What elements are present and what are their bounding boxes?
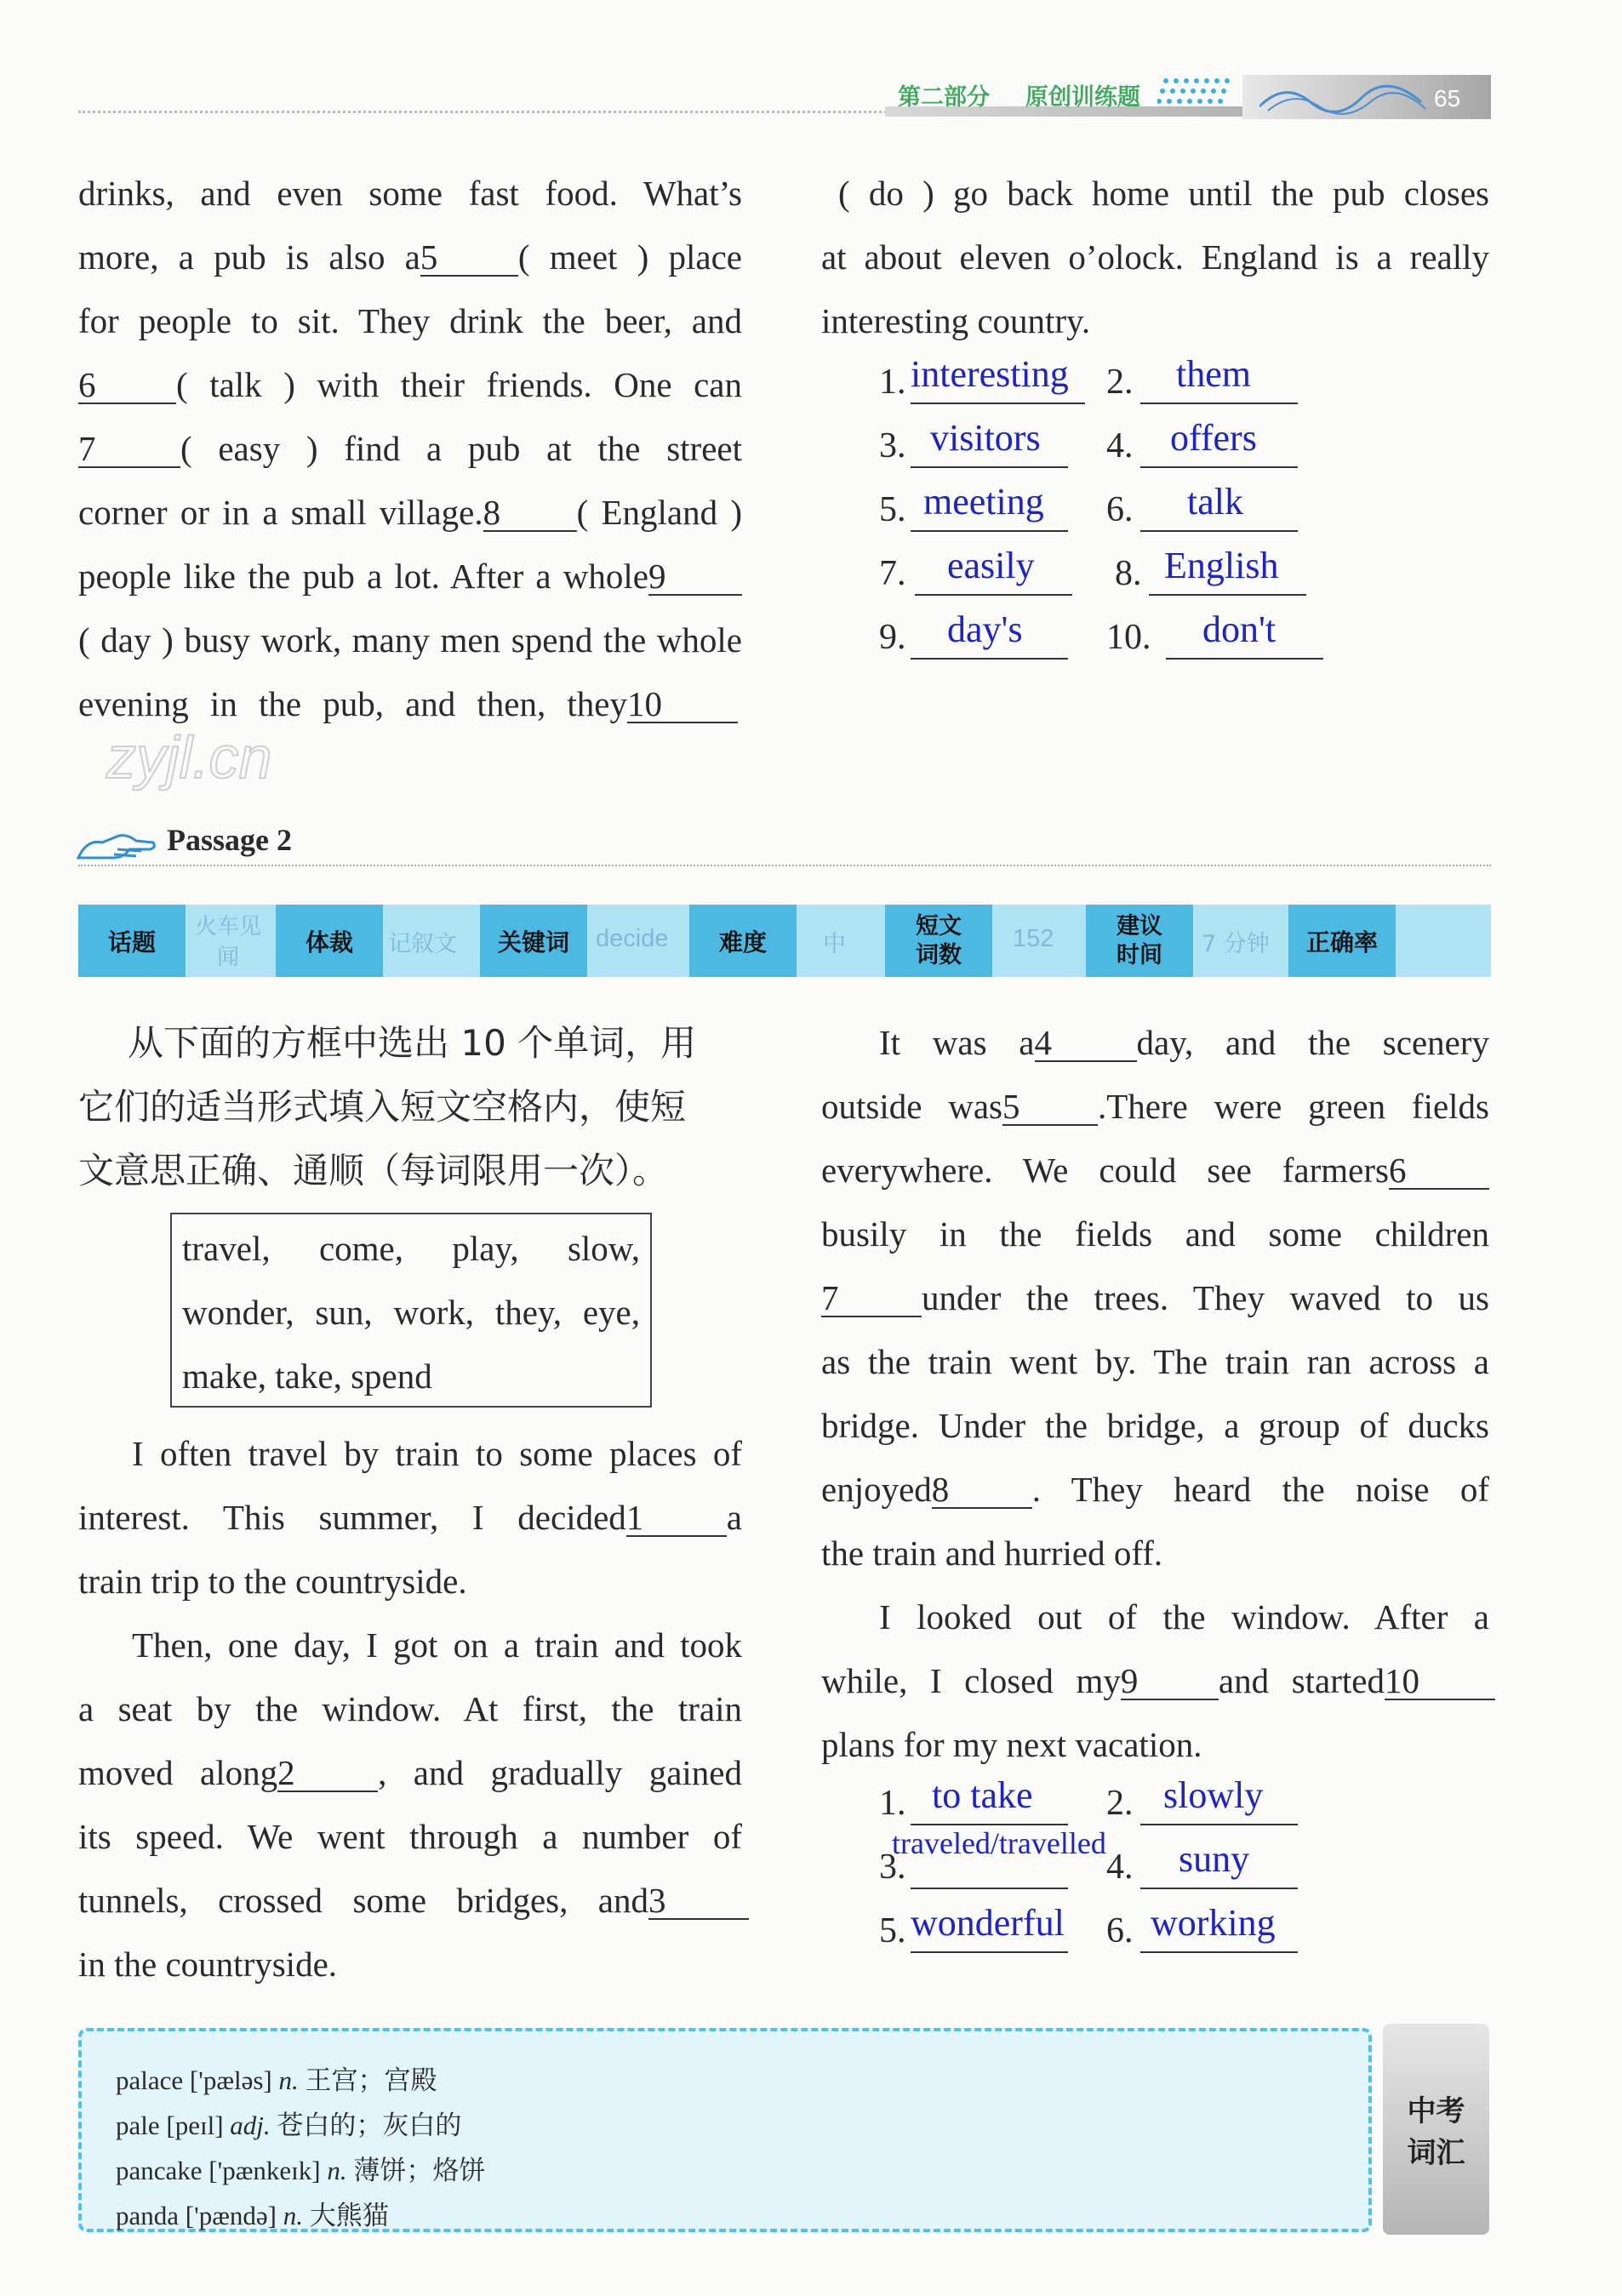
answer-text: don't	[1202, 608, 1276, 650]
text: while, I closed my	[821, 1661, 1121, 1700]
answer-text: day's	[947, 608, 1023, 650]
vocab-ipa: ['pænkeɪk]	[208, 2156, 321, 2185]
text-line	[78, 559, 742, 596]
text-line: ( do ) go back home until the pub closes	[838, 174, 1489, 213]
text: ( day ) busy work, many men spend the whole	[78, 620, 742, 660]
text-line	[78, 620, 742, 660]
info-value	[1404, 922, 1485, 960]
header-rule	[78, 111, 912, 113]
text-line: at about eleven o’olock. England is a really	[821, 237, 1489, 277]
answer-line	[1140, 1824, 1298, 1825]
answer-text: English	[1164, 545, 1279, 586]
text: Then, one day, I got on a train and took	[132, 1625, 742, 1665]
vocab-pos: n.	[327, 2156, 347, 2185]
answer-number: 5.	[879, 1911, 906, 1950]
text-line	[821, 1408, 1489, 1443]
text: enjoyed	[821, 1470, 932, 1509]
vocab-pos: n.	[278, 2065, 299, 2095]
text: ( meet ) place	[517, 237, 742, 277]
answer-text: talk	[1187, 481, 1243, 523]
vocab-meaning: 王宫；宫殿	[305, 2065, 437, 2096]
answer-line	[1140, 1888, 1298, 1889]
vocab-ipa: ['pæləs]	[189, 2065, 272, 2095]
word-box	[170, 1213, 652, 1408]
text-line	[78, 176, 742, 211]
text-line	[78, 1689, 742, 1728]
answer-number: 1.	[879, 1784, 906, 1823]
answer-line	[911, 530, 1068, 532]
text: the train and hurried off.	[821, 1534, 1163, 1573]
vocab-tab-line: 词汇	[1407, 2136, 1465, 2170]
answer-line	[1166, 658, 1323, 660]
answer-line	[1140, 530, 1298, 532]
blank: 9	[1121, 1664, 1219, 1700]
text-line	[78, 1883, 749, 1920]
answer-text: traveled/travelled	[892, 1826, 1106, 1860]
vocab-entry	[116, 2104, 461, 2142]
text: more, a pub is also a	[78, 237, 420, 277]
text-line	[821, 1153, 1489, 1190]
text: interest. This summer, I decided	[78, 1498, 626, 1537]
blank: 7	[821, 1281, 922, 1317]
text: ( easy ) find a pub at the street	[180, 429, 742, 468]
blank: 6	[1389, 1153, 1489, 1190]
answer-number: 2.	[1106, 363, 1134, 402]
blank: 2	[277, 1756, 378, 1792]
answer-number: 7.	[879, 554, 906, 593]
answer-text: slowly	[1163, 1774, 1264, 1816]
text: I often travel by train to some places of	[132, 1434, 742, 1473]
instruction-line: 文意思正确、通顺（每词限用一次）。	[78, 1150, 669, 1191]
text-line	[78, 237, 742, 277]
answer-text: wonderful	[911, 1902, 1065, 1944]
answer-line	[911, 1888, 1068, 1889]
blank: 10	[627, 687, 738, 723]
wave-decoration-icon	[1259, 77, 1430, 115]
instruction-line: 从下面的方框中选出 10 个单词，用	[128, 1022, 697, 1064]
blank: 8	[483, 495, 577, 532]
answer-line	[915, 594, 1072, 596]
answer-number: 6.	[1106, 490, 1134, 529]
vocab-word: pancake	[116, 2156, 203, 2185]
answer-number: 2.	[1106, 1784, 1134, 1823]
info-label: 话题	[78, 905, 186, 977]
text: for people to sit. They drink the beer, and	[78, 301, 742, 340]
text: busily in the fields and some children	[821, 1214, 1489, 1254]
text-line	[78, 1819, 742, 1854]
answer-line	[911, 658, 1068, 660]
answer-text: suny	[1179, 1838, 1250, 1880]
answer-number: 9.	[879, 618, 906, 657]
text-line	[821, 1472, 1489, 1509]
blank: 1	[626, 1500, 727, 1537]
answer-text: to take	[932, 1774, 1033, 1816]
text-line	[78, 1753, 742, 1792]
vocab-tab	[1383, 2024, 1489, 2235]
vocab-ipa: ['pændə]	[185, 2201, 277, 2230]
vocab-tab-line: 中考	[1407, 2094, 1465, 2128]
word-box-line: wonder, sun, work, they, eye,	[182, 1293, 640, 1332]
watermark: zyjl.cn	[106, 724, 272, 791]
text: and started	[1218, 1661, 1385, 1700]
vocab-pos: n.	[283, 2201, 303, 2230]
answer-number: 3.	[879, 1848, 906, 1887]
answer-text: interesting	[911, 353, 1069, 395]
text-line	[78, 1947, 337, 1982]
info-label: 短文词数	[885, 905, 992, 977]
answer-line	[911, 1951, 1068, 1953]
answer-number: 8.	[1115, 554, 1142, 593]
header-dots-decoration	[1157, 72, 1251, 111]
answer-text: them	[1176, 353, 1251, 395]
vocab-entry	[116, 2149, 485, 2187]
vocab-meaning: 大熊猫	[309, 2201, 389, 2231]
text: corner or in a small village.	[78, 493, 483, 532]
answer-number: 4.	[1106, 1848, 1134, 1887]
answer-line	[1140, 1951, 1298, 1953]
text: plans for my next vacation.	[821, 1725, 1202, 1764]
text-line	[78, 684, 738, 723]
text: tunnels, crossed some bridges, and	[78, 1881, 648, 1920]
info-value: 152	[1013, 925, 1054, 952]
passage-title: Passage 2	[167, 823, 292, 857]
answer-text: offers	[1170, 417, 1257, 459]
vocab-ipa: [peɪl]	[166, 2110, 224, 2140]
answer-text: visitors	[930, 417, 1041, 459]
text-line	[78, 1500, 742, 1537]
text-line	[821, 1536, 1162, 1571]
answer-line	[911, 403, 1085, 404]
info-value: 7 分钟	[1202, 931, 1270, 957]
text: train trip to the countryside.	[78, 1562, 467, 1601]
text: day, and the scenery	[1136, 1023, 1489, 1062]
header-section: 第二部分	[898, 84, 990, 111]
word-box-line: travel, come, play, slow,	[182, 1229, 640, 1268]
answer-number: 1.	[879, 363, 906, 402]
vocab-entry	[116, 2059, 437, 2097]
text: I looked out of the window. After a	[879, 1597, 1489, 1636]
info-value: 中	[823, 931, 846, 957]
text: a seat by the window. At first, the train	[78, 1689, 742, 1728]
answer-number: 3.	[879, 426, 906, 465]
text: ( England )	[576, 493, 742, 532]
blank: 6	[78, 368, 176, 404]
text: everywhere. We could see farmers	[821, 1151, 1389, 1190]
vocab-word: palace	[116, 2065, 184, 2095]
blank: 3	[648, 1883, 749, 1920]
text-line	[821, 1214, 1489, 1254]
blank: 9	[648, 559, 742, 596]
vocab-box	[78, 2028, 1372, 2232]
instruction-line: 它们的适当形式填入短文空格内，使短	[78, 1086, 687, 1128]
answer-number: 4.	[1106, 426, 1134, 465]
text: in the countryside.	[78, 1945, 338, 1984]
text-line	[78, 431, 742, 468]
answer-text: working	[1151, 1902, 1276, 1944]
blank: 4	[1035, 1025, 1137, 1062]
info-bar	[78, 905, 1491, 977]
text: its speed. We went through a number of	[78, 1817, 742, 1856]
blank: 5	[1002, 1089, 1098, 1126]
answer-line	[1140, 466, 1298, 468]
text: as the train went by. The train ran across a	[821, 1342, 1489, 1381]
header-subsection: 原创训练题	[1025, 84, 1140, 111]
info-label: 难度	[689, 905, 797, 977]
text-line	[821, 1342, 1489, 1381]
answer-line	[1149, 594, 1306, 596]
info-value: decide	[596, 925, 669, 952]
text-line	[78, 1564, 467, 1599]
info-label: 建议时间	[1086, 905, 1193, 977]
word-box-line: make, take, spend	[182, 1356, 432, 1396]
info-label: 正确率	[1288, 905, 1396, 977]
info-value: 火车见闻	[194, 914, 261, 970]
text-line: interesting country.	[821, 301, 1091, 340]
blank: 5	[420, 240, 518, 277]
blank: 10	[1385, 1664, 1495, 1700]
text-line	[821, 1725, 1202, 1764]
answer-number: 5.	[879, 490, 906, 529]
title-rule	[78, 865, 1491, 866]
text-line	[879, 1025, 1489, 1062]
text-line	[821, 1278, 1489, 1317]
text-line	[879, 1597, 1489, 1636]
text: people like the pub a lot. After a whole	[78, 557, 648, 596]
answer-text: meeting	[923, 481, 1044, 523]
blank: 8	[932, 1472, 1032, 1509]
answer-number: 10.	[1106, 618, 1151, 657]
text: evening in the pub, and then, they	[78, 684, 627, 723]
text: outside was	[821, 1087, 1002, 1126]
blank: 7	[78, 431, 180, 468]
answer-text: easily	[947, 545, 1035, 586]
pointing-hand-icon	[75, 825, 158, 866]
text: , and gradually gained	[378, 1753, 742, 1792]
answer-line	[911, 1824, 1068, 1825]
vocab-word: pale	[116, 2110, 160, 2140]
info-label: 体裁	[276, 905, 383, 977]
text-line	[132, 1625, 742, 1665]
info-label: 关键词	[480, 905, 587, 977]
text-line	[78, 365, 742, 404]
vocab-meaning: 苍白的；灰白的	[277, 2110, 462, 2141]
vocab-word: panda	[116, 2201, 180, 2230]
text-line	[78, 495, 742, 532]
info-value: 记叙文	[388, 931, 457, 957]
text: . They heard the noise of	[1031, 1470, 1489, 1509]
text: under the trees. They waved to us	[922, 1278, 1489, 1317]
answer-line	[1140, 403, 1298, 404]
text-line	[132, 1436, 742, 1471]
answer-number: 6.	[1106, 1911, 1134, 1950]
text: a	[726, 1498, 742, 1537]
vocab-pos: adj.	[230, 2110, 271, 2140]
page-number: 65	[1434, 85, 1461, 111]
vocab-meaning: 薄饼；烙饼	[353, 2156, 486, 2186]
vocab-entry	[116, 2194, 389, 2232]
text-line	[821, 1661, 1495, 1700]
text: drinks, and even some fast food. What’s	[78, 174, 742, 213]
text: moved along	[78, 1753, 278, 1792]
text-line	[78, 301, 742, 340]
text: bridge. Under the bridge, a group of ducks	[821, 1406, 1489, 1445]
text: It was a	[879, 1023, 1035, 1062]
text-line	[821, 1089, 1489, 1126]
text: .There were green fields	[1098, 1087, 1490, 1126]
answer-line	[911, 466, 1068, 468]
text: ( talk ) with their friends. One can	[176, 365, 742, 404]
